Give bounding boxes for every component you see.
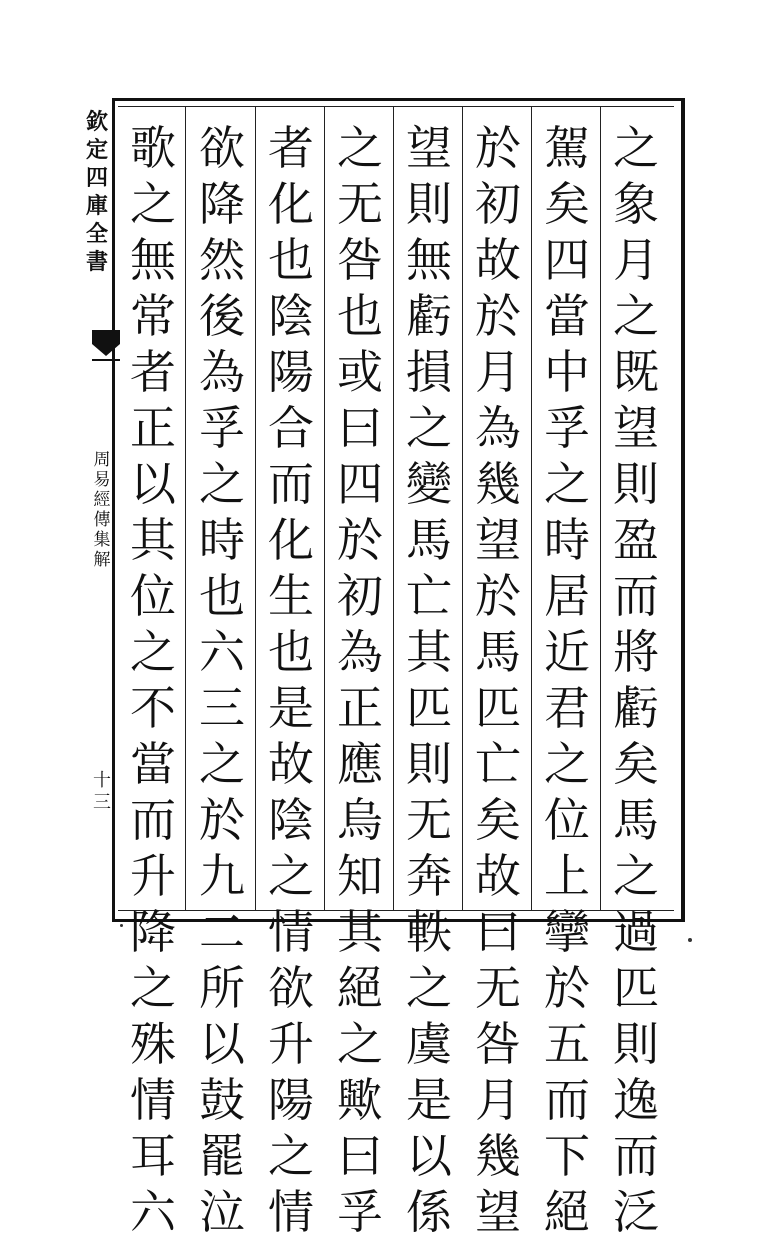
text-column-8: 歌之無常者正以其位之不當而升降之殊情耳六	[130, 121, 176, 1239]
text-column-5: 之无咎也或曰四於初為正應烏知其絕之歟曰孚	[337, 121, 383, 1239]
text-column-2: 駕矣四當中孚之時居近君之位上攣於五而下絕	[544, 121, 590, 1239]
column-rule	[531, 106, 532, 910]
column-rule	[462, 106, 463, 910]
text-column-6: 者化也陰陽合而化生也是故陰之情欲升陽之情	[268, 121, 314, 1239]
column-rule	[255, 106, 256, 910]
column-rule	[324, 106, 325, 910]
scan-speck	[688, 938, 692, 942]
column-rule	[600, 106, 601, 910]
series-title: 欽定四庫全書	[85, 109, 108, 275]
scan-speck	[120, 924, 123, 927]
column-rule	[185, 106, 186, 910]
text-column-4: 望則無虧損之變馬亡其匹則无奔軼之虞是以係	[406, 121, 452, 1239]
column-rule	[393, 106, 394, 910]
book-title: 周易經傳集解	[93, 450, 111, 570]
text-column-7: 欲降然後為孚之時也六三之於九二所以鼓罷泣	[199, 121, 245, 1239]
fishtail-mark-icon	[92, 330, 120, 370]
text-column-3: 於初故於月為幾望於馬匹亡矣故曰无咎月幾望	[475, 121, 521, 1239]
text-column-1: 之象月之既望則盈而將虧矣馬之過匹則逸而泛	[613, 121, 659, 1239]
page-number: 十三	[93, 770, 111, 813]
frame-inner-top-rule	[118, 106, 674, 107]
